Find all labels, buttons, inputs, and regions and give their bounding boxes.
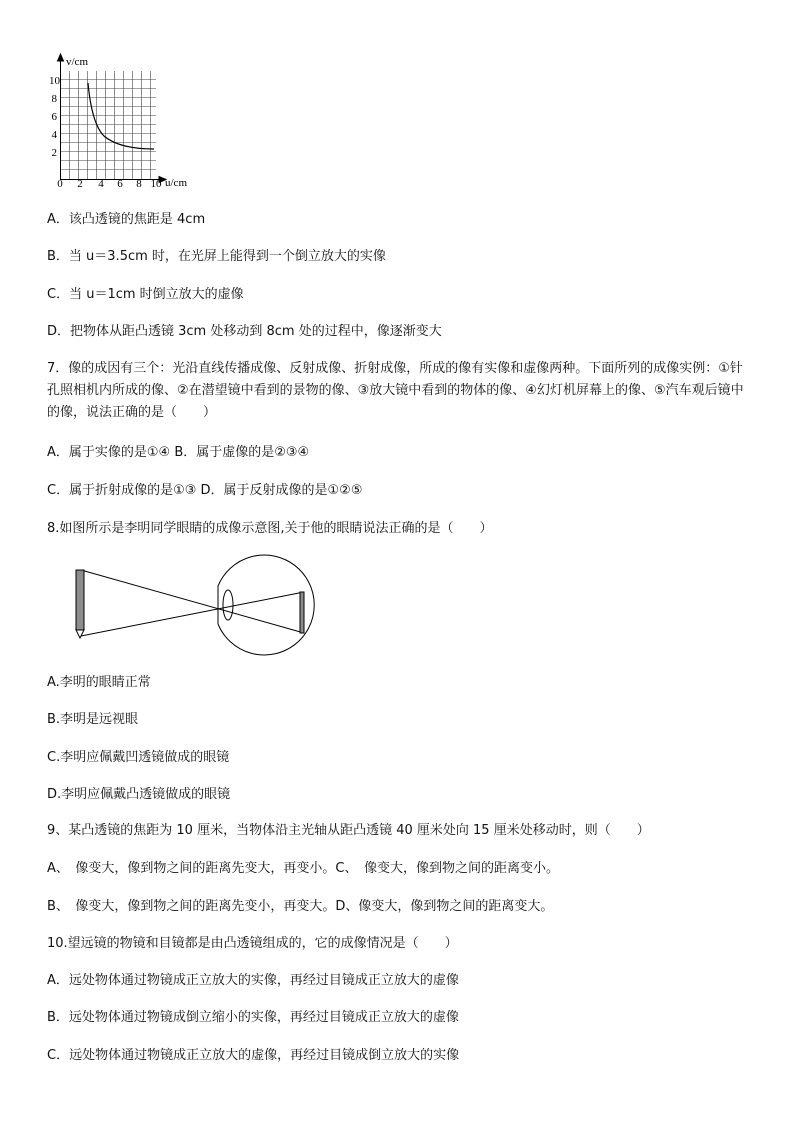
x-tick-0: 0 <box>57 178 63 190</box>
graph-axes <box>58 54 167 183</box>
q10-option-a: A．远处物体通过物镜成正立放大的实像，再经过目镜成正立放大的虚像 <box>47 973 459 988</box>
y-tick-6: 6 <box>51 111 57 123</box>
graph-grid <box>60 71 156 180</box>
x-tick-8: 8 <box>136 178 142 190</box>
q6-option-a: A．该凸透镜的焦距是 4cm <box>47 212 206 227</box>
q8-option-b: B.李明是远视眼 <box>47 712 139 727</box>
q6-option-b: B．当 u＝3.5cm 时，在光屏上能得到一个倒立放大的实像 <box>47 249 386 264</box>
retina-image <box>300 592 304 633</box>
q7-options-cd: C．属于折射成像的是①③ D．属于反射成像的是①②⑤ <box>47 483 363 498</box>
graph-curve <box>88 83 154 149</box>
y-tick-4: 4 <box>51 129 57 141</box>
q8-stem: 8.如图所示是李明同学眼睛的成像示意图,关于他的眼睛说法正确的是（ ） <box>47 521 493 536</box>
ray-top <box>81 570 304 633</box>
q8-option-c: C.李明应佩戴凹透镜做成的眼镜 <box>47 750 230 765</box>
q10-option-b: B．远处物体通过物镜成倒立缩小的实像，再经过目镜成正立放大的虚像 <box>47 1010 459 1025</box>
q7-stem: 7．像的成因有三个：光沿直线传播成像、反射成像、折射成像，所成的像有实像和虚像两种。下面所列的成像实例：①针孔照相机内所成的像、②在潜望镜中看到的景物的像、③放大镜中看到的物体的像、④幻灯机屏幕上的像、⑤汽车观后镜中的像，说法正确的是（ ） <box>47 361 744 420</box>
v-u-graph <box>44 50 204 190</box>
q8-option-a: A.李明的眼睛正常 <box>47 675 151 690</box>
ray-bottom <box>81 592 304 636</box>
y-tick-labels <box>49 75 61 159</box>
eye-diagram <box>70 553 320 658</box>
y-tick-8: 8 <box>51 93 57 105</box>
x-tick-6: 6 <box>117 178 123 190</box>
q8-option-d: D.李明应佩戴凸透镜做成的眼镜 <box>47 787 231 802</box>
x-tick-10: 10 <box>150 178 162 190</box>
x-axis-label: u/cm <box>165 177 187 189</box>
y-axis-label: v/cm <box>66 56 88 68</box>
x-tick-4: 4 <box>98 178 104 190</box>
q9-options-bd: B、 像变大，像到物之间的距离先变小，再变大。D、像变大，像到物之间的距离变大。 <box>47 899 554 914</box>
y-tick-2: 2 <box>51 147 57 159</box>
q9-stem: 9、某凸透镜的焦距为 10 厘米，当物体沿主光轴从距凸透镜 40 厘米处向 15 厘米处移动时，则（ ） <box>47 823 650 838</box>
object-pencil <box>76 570 84 638</box>
q7-options-ab: A．属于实像的是①④ B．属于虚像的是②③④ <box>47 445 310 460</box>
y-tick-10: 10 <box>49 75 60 87</box>
q6-option-c: C．当 u＝1cm 时倒立放大的虚像 <box>47 287 244 302</box>
eye-lens <box>223 590 233 620</box>
x-tick-2: 2 <box>77 178 83 190</box>
q10-option-c: C．远处物体通过物镜成正立放大的虚像，再经过目镜成倒立放大的实像 <box>47 1048 460 1063</box>
q9-options-ac: A、 像变大，像到物之间的距离先变大，再变小。C、 像变大，像到物之间的距离变小。 <box>47 861 559 876</box>
q10-stem: 10.望远镜的物镜和目镜都是由凸透镜组成的，它的成像情况是（ ） <box>47 936 458 951</box>
q6-option-d: D．把物体从距凸透镜 3cm 处移动到 8cm 处的过程中，像逐渐变大 <box>47 324 442 339</box>
